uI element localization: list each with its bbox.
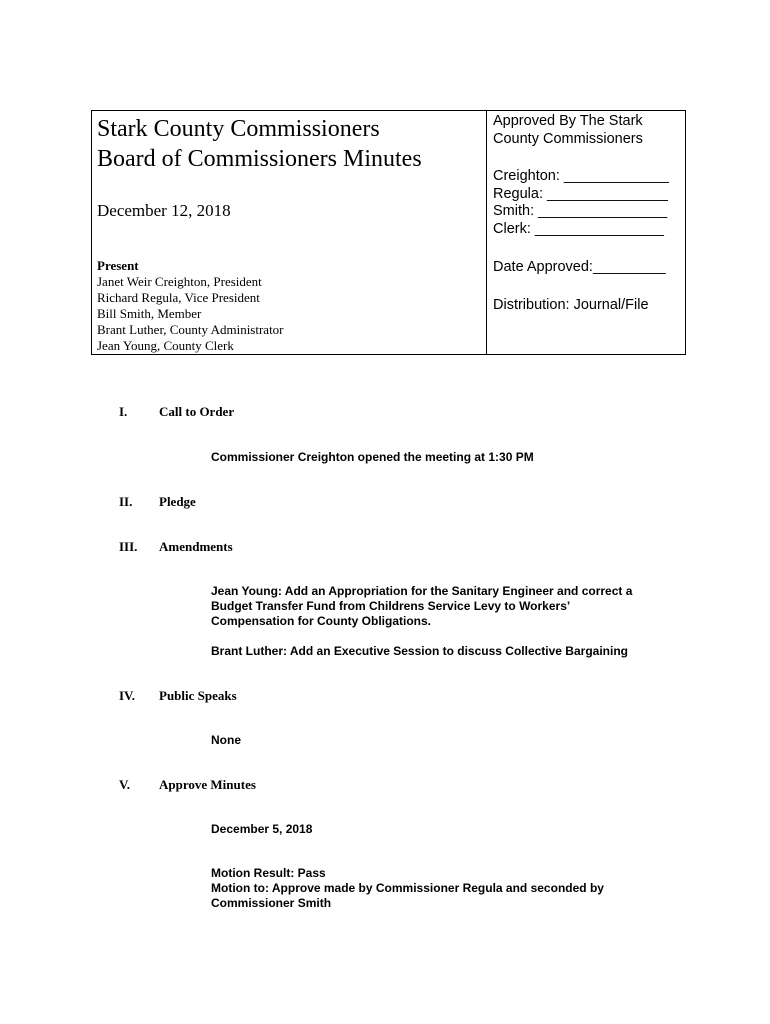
motion-result: Motion Result: Pass <box>211 866 326 880</box>
section-call-to-order <box>119 404 234 420</box>
attendee: Janet Weir Creighton, President <box>97 274 262 289</box>
date-approved: Date Approved:_________ <box>493 259 666 275</box>
section-title: Amendments <box>159 539 233 554</box>
header-divider <box>486 110 487 355</box>
present-list <box>97 258 284 354</box>
attendee: Bill Smith, Member <box>97 306 202 321</box>
section-title: Call to Order <box>159 404 235 419</box>
approval-heading-line1: Approved By The Stark <box>493 113 643 129</box>
minutes-date-value: December 5, 2018 <box>211 822 313 836</box>
signature-smith: Smith: ________________ <box>493 203 668 219</box>
distribution: Distribution: Journal/File <box>493 296 649 313</box>
section-number: III. <box>119 539 138 554</box>
section-approve-minutes <box>119 777 256 793</box>
doc-title-line1: Stark County Commissioners <box>97 116 380 142</box>
attendee: Brant Luther, County Administrator <box>97 322 284 337</box>
attendee: Richard Regula, Vice President <box>97 290 260 305</box>
header-left-column <box>97 114 477 174</box>
signature-clerk: Clerk: ________________ <box>493 220 664 237</box>
motion-to-line: Motion to: Approve made by Commissioner Regula and seconded by <box>211 881 604 895</box>
amendment-line: Budget Transfer Fund from Childrens Service Levy to Workers’ <box>211 599 571 613</box>
section-title: Public Speaks <box>159 688 237 703</box>
approval-heading-line2: County Commissioners <box>493 130 643 147</box>
section-title: Approve Minutes <box>159 777 256 792</box>
approval-column <box>493 113 683 314</box>
motion-to-line: Commissioner Smith <box>211 896 332 910</box>
motion-block <box>211 866 681 911</box>
section-public-speaks <box>119 688 237 704</box>
section-number: II. <box>119 494 133 509</box>
section-number: IV. <box>119 688 136 703</box>
signature-regula: Regula: _______________ <box>493 185 668 202</box>
amendment-line: Compensation for County Obligations. <box>211 614 431 628</box>
section-number: V. <box>119 777 130 792</box>
attendee: Jean Young, County Clerk <box>97 338 234 353</box>
call-to-order-text <box>211 450 681 465</box>
public-speaks-value: None <box>211 733 241 747</box>
amendment-line: Jean Young: Add an Appropriation for the Sanitary Engineer and correct a <box>211 584 633 598</box>
public-speaks-text <box>211 733 681 748</box>
signature-creighton: Creighton: _____________ <box>493 168 669 184</box>
minutes-date <box>211 822 681 837</box>
present-heading: Present <box>97 258 139 273</box>
section-amendments <box>119 539 233 555</box>
section-title: Pledge <box>159 494 196 509</box>
amendment-line: Brant Luther: Add an Executive Session to discuss Collective Bargaining <box>211 644 628 658</box>
amendment-brant-luther <box>211 644 681 659</box>
meeting-date: December 12, 2018 <box>97 201 231 220</box>
section-pledge <box>119 494 196 510</box>
doc-title-line2: Board of Commissioners Minutes <box>97 146 422 172</box>
amendment-jean-young <box>211 584 681 629</box>
call-to-order-statement: Commissioner Creighton opened the meeting at 1:30 PM <box>211 450 534 464</box>
section-number: I. <box>119 404 128 419</box>
